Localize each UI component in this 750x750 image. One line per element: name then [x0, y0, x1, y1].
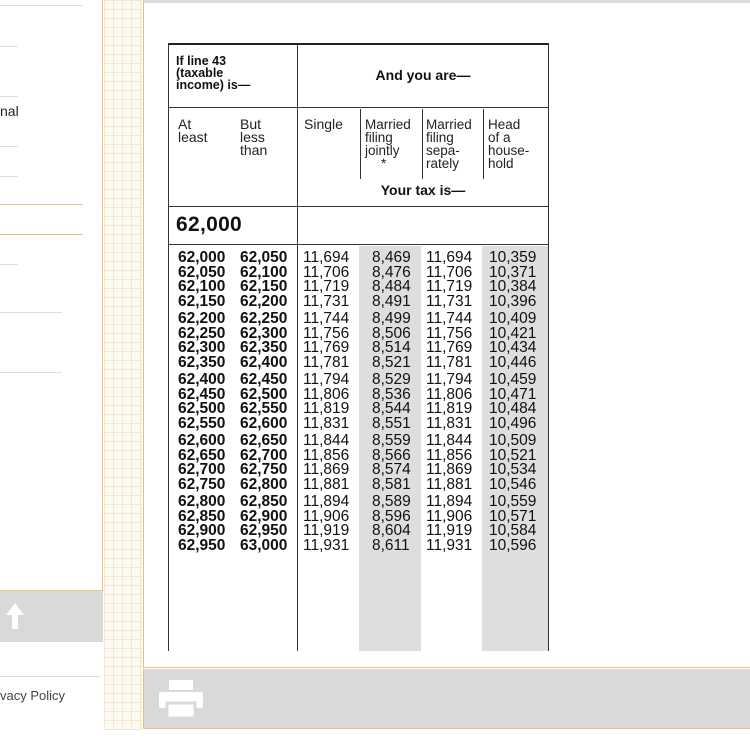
column-divider [360, 109, 361, 179]
row-group [169, 312, 548, 373]
separate-tax-cell: 11,781 [426, 353, 473, 371]
single-tax-cell: 11,731 [303, 292, 350, 310]
joint-tax-cell: 8,559 [372, 432, 411, 449]
but-less-than-cell: 62,850 [240, 493, 288, 510]
joint-tax-cell: 8,529 [372, 371, 411, 388]
header-line: sepa- [426, 143, 460, 158]
grid-background [104, 0, 142, 730]
header-line: Head [488, 117, 521, 132]
at-least-cell: 62,600 [178, 432, 226, 449]
single-tax-cell: 11,819 [303, 400, 350, 417]
single-tax-cell: 11,719 [303, 278, 350, 295]
sidebar-divider [0, 5, 83, 6]
header-line: Single [304, 116, 343, 132]
joint-tax-cell: 8,506 [372, 324, 411, 342]
header-line: least [178, 129, 208, 145]
header-line: Married [365, 117, 411, 132]
head-tax-cell: 10,596 [489, 536, 537, 554]
but-less-than-cell: 62,100 [240, 263, 288, 281]
but-less-than-cell: 62,250 [240, 310, 288, 327]
sidebar-divider [0, 372, 62, 373]
section-title: 62,000 [176, 213, 243, 236]
but-less-than-cell: 62,050 [240, 249, 288, 266]
but-less-than-cell: 62,200 [240, 292, 288, 310]
at-least-cell: 62,450 [178, 385, 226, 403]
head-tax-cell: 10,409 [489, 310, 537, 327]
at-least-cell: 62,050 [178, 263, 226, 281]
row-group [169, 373, 548, 434]
single-tax-cell: 11,856 [303, 446, 350, 464]
column-divider [422, 109, 423, 179]
separate-tax-cell: 11,756 [426, 324, 473, 342]
separate-tax-cell: 11,731 [426, 292, 473, 310]
header-line: of a [488, 130, 511, 145]
at-least-cell: 62,100 [178, 278, 226, 295]
header-line: than [240, 142, 268, 158]
separate-tax-cell: 11,806 [426, 385, 473, 403]
but-less-than-cell: 62,500 [240, 385, 288, 403]
at-least-cell: 62,950 [178, 536, 226, 554]
joint-tax-cell: 8,491 [372, 292, 411, 310]
header-line: At [178, 116, 192, 132]
header-line: house- [488, 143, 530, 158]
head-tax-cell: 10,446 [489, 353, 537, 371]
at-least-cell: 62,200 [178, 310, 226, 327]
single-tax-cell: 11,869 [303, 461, 350, 478]
header-line: Married [426, 117, 472, 132]
single-tax-cell: 11,769 [303, 339, 350, 356]
separate-tax-cell: 11,744 [426, 310, 473, 327]
at-least-cell: 62,000 [178, 249, 226, 266]
separate-tax-cell: 11,919 [426, 522, 473, 539]
row-group [169, 495, 548, 556]
table-row [169, 353, 548, 371]
at-least-cell: 62,300 [178, 339, 226, 356]
at-least-cell: 62,250 [178, 324, 226, 342]
but-less-than-cell: 62,150 [240, 278, 288, 295]
joint-tax-cell: 8,566 [372, 446, 411, 464]
table-header-columns [169, 109, 548, 207]
separate-tax-cell: 11,844 [426, 432, 473, 449]
head-tax-cell: 10,371 [489, 263, 537, 281]
single-tax-cell: 11,744 [303, 310, 350, 327]
sidebar-divider [0, 146, 18, 147]
joint-tax-cell: 8,596 [372, 507, 411, 525]
print-toolbar [143, 669, 750, 729]
joint-tax-cell: 8,521 [372, 353, 411, 371]
your-tax-label: Your tax is— [380, 182, 466, 198]
table-row [169, 475, 548, 493]
but-less-than-cell: 62,800 [240, 475, 288, 493]
up-arrow-icon [6, 603, 24, 629]
sidebar-divider [0, 264, 18, 265]
header-line: (taxable [176, 66, 224, 80]
joint-tax-cell: 8,611 [372, 536, 410, 554]
sidebar-divider [0, 96, 18, 97]
head-tax-cell: 10,459 [489, 371, 537, 388]
joint-tax-cell: 8,581 [372, 475, 411, 493]
but-less-than-cell: 62,650 [240, 432, 288, 449]
table-body [169, 251, 548, 556]
head-tax-cell: 10,534 [489, 461, 537, 478]
header-line: If line 43 [176, 54, 227, 68]
joint-tax-cell: 8,551 [372, 414, 411, 432]
tax-table [168, 43, 549, 651]
separate-tax-cell: 11,856 [426, 446, 473, 464]
header-line: rately [426, 156, 460, 171]
but-less-than-cell: 62,300 [240, 324, 288, 342]
header-line: jointly [365, 143, 400, 158]
head-tax-cell: 10,421 [489, 324, 537, 342]
separate-tax-cell: 11,881 [426, 475, 473, 493]
head-tax-cell: 10,434 [489, 339, 537, 356]
header-line: income) is— [176, 78, 251, 92]
head-tax-cell: 10,584 [489, 522, 537, 539]
col-head-of-household [488, 118, 529, 170]
joint-tax-cell: 8,514 [372, 339, 411, 356]
but-less-than-cell: 62,750 [240, 461, 288, 478]
head-tax-cell: 10,359 [489, 249, 537, 266]
at-least-cell: 62,650 [178, 446, 226, 464]
at-least-cell: 62,750 [178, 475, 226, 493]
head-tax-cell: 10,484 [489, 400, 537, 417]
single-tax-cell: 11,831 [303, 414, 350, 432]
separate-tax-cell: 11,831 [426, 414, 473, 432]
but-less-than-cell: 62,350 [240, 339, 288, 356]
but-less-than-cell: 62,900 [240, 507, 288, 525]
joint-tax-cell: 8,476 [372, 263, 411, 281]
sidebar [0, 0, 103, 642]
sidebar-divider [0, 46, 18, 47]
separate-tax-cell: 11,819 [426, 400, 473, 417]
separate-tax-cell: 11,931 [426, 536, 473, 554]
at-least-cell: 62,500 [178, 400, 226, 417]
head-tax-cell: 10,571 [489, 507, 537, 525]
separate-tax-cell: 11,906 [426, 507, 473, 525]
separate-tax-cell: 11,869 [426, 461, 473, 478]
single-tax-cell: 11,706 [303, 263, 350, 281]
single-tax-cell: 11,756 [303, 324, 350, 342]
table-row [169, 536, 548, 554]
column-divider [483, 109, 484, 179]
head-tax-cell: 10,559 [489, 493, 537, 510]
separate-tax-cell: 11,894 [426, 493, 473, 510]
joint-tax-cell: 8,604 [372, 522, 411, 539]
scroll-to-top-button[interactable] [0, 590, 103, 642]
separate-tax-cell: 11,706 [426, 263, 473, 281]
sidebar-divider [0, 204, 83, 205]
joint-tax-cell: 8,484 [372, 278, 411, 295]
at-least-cell: 62,800 [178, 493, 226, 510]
but-less-than-cell: 62,450 [240, 371, 288, 388]
table-row [169, 414, 548, 432]
single-tax-cell: 11,806 [303, 385, 350, 403]
at-least-cell: 62,350 [178, 353, 226, 371]
joint-tax-cell: 8,499 [372, 310, 411, 327]
but-less-than-cell: 63,000 [240, 536, 288, 554]
joint-tax-cell: 8,574 [372, 461, 411, 478]
printer-icon[interactable] [159, 680, 203, 718]
head-tax-cell: 10,384 [489, 278, 537, 295]
single-tax-cell: 11,919 [303, 522, 350, 539]
head-tax-cell: 10,396 [489, 292, 537, 310]
privacy-policy-link[interactable]: vacy Policy [0, 688, 66, 703]
single-tax-cell: 11,781 [303, 353, 350, 371]
at-least-cell: 62,700 [178, 461, 226, 478]
single-tax-cell: 11,881 [303, 475, 350, 493]
header-line: But [240, 116, 262, 132]
at-least-cell: 62,550 [178, 414, 226, 432]
joint-tax-cell: 8,589 [372, 493, 411, 510]
col-married-separate [426, 118, 472, 170]
single-tax-cell: 11,894 [303, 493, 350, 510]
filing-status-header: And you are— [375, 67, 471, 83]
at-least-cell: 62,850 [178, 507, 226, 525]
row-group [169, 434, 548, 495]
but-less-than-cell: 62,600 [240, 414, 288, 432]
single-tax-cell: 11,794 [303, 371, 350, 388]
at-least-cell: 62,900 [178, 522, 226, 539]
col-but-less-than [240, 118, 267, 157]
joint-tax-cell: 8,544 [372, 400, 411, 417]
sidebar-divider [0, 234, 83, 235]
table-row [169, 292, 548, 310]
head-tax-cell: 10,471 [489, 385, 537, 403]
but-less-than-cell: 62,400 [240, 353, 288, 371]
sidebar-divider [0, 176, 18, 177]
joint-tax-cell: 8,536 [372, 385, 411, 403]
header-line: filing [426, 130, 454, 145]
single-tax-cell: 11,844 [303, 432, 350, 449]
sidebar-item-label[interactable]: nal [0, 103, 19, 119]
income-section-header [169, 208, 548, 245]
single-tax-cell: 11,694 [303, 249, 350, 266]
single-tax-cell: 11,906 [303, 507, 350, 525]
at-least-cell: 62,400 [178, 371, 226, 388]
separate-tax-cell: 11,719 [426, 278, 473, 295]
sidebar-divider [0, 312, 62, 313]
head-tax-cell: 10,509 [489, 432, 537, 449]
table-header-top [169, 45, 548, 108]
head-tax-cell: 10,521 [489, 446, 537, 464]
separate-tax-cell: 11,769 [426, 339, 473, 356]
header-line: hold [488, 156, 514, 171]
head-tax-cell: 10,546 [489, 475, 537, 493]
head-tax-cell: 10,496 [489, 414, 537, 432]
header-line: less [240, 129, 265, 145]
but-less-than-cell: 62,950 [240, 522, 288, 539]
joint-tax-cell: 8,469 [372, 249, 411, 266]
col-at-least [178, 118, 208, 144]
footnote-mark: * [381, 156, 387, 171]
separate-tax-cell: 11,694 [426, 249, 473, 266]
separate-tax-cell: 11,794 [426, 371, 473, 388]
but-less-than-cell: 62,700 [240, 446, 288, 464]
col-single [304, 118, 343, 131]
taxable-income-header [176, 55, 296, 91]
but-less-than-cell: 62,550 [240, 400, 288, 417]
footer-divider [0, 676, 100, 677]
header-line: filing [365, 130, 393, 145]
col-married-joint [365, 118, 411, 170]
row-group [169, 251, 548, 312]
at-least-cell: 62,150 [178, 292, 226, 310]
single-tax-cell: 11,931 [303, 536, 350, 554]
